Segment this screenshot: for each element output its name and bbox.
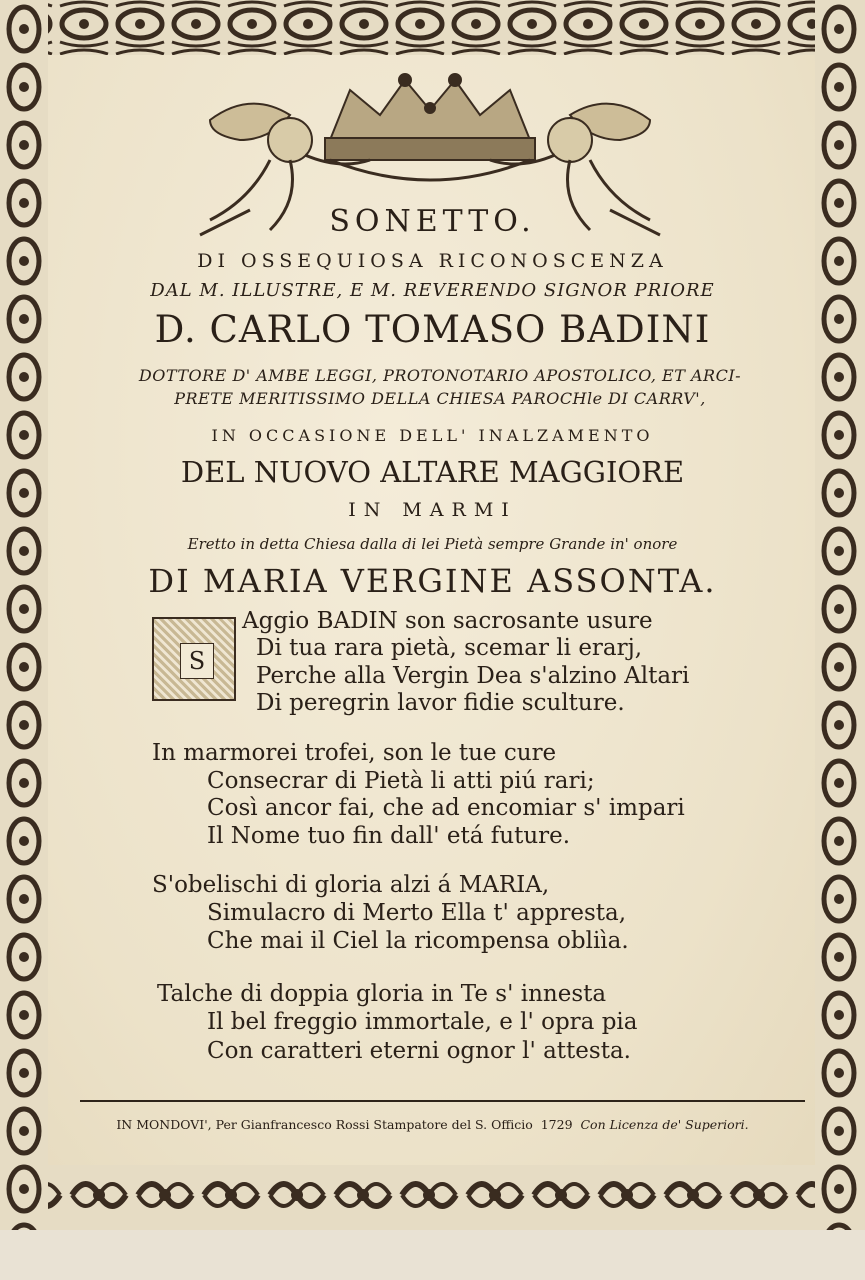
verse-line: In marmorei trofei, son le tue cure [152, 740, 557, 766]
altar-heading: DEL NUOVO ALTARE MAGGIORE [180, 455, 685, 489]
imprint-license: Con Licenza de' Superiori. [580, 1117, 749, 1132]
table-surface [0, 1230, 865, 1280]
verse-line: Che mai il Ciel la ricompensa obliìa. [207, 928, 629, 954]
honoree-name: D. CARLO TOMASO BADINI [154, 308, 711, 351]
ornamental-border-top [0, 0, 865, 55]
verse-line: Aggio BADIN son sacrosante usure [242, 608, 653, 634]
decorated-initial [152, 617, 236, 701]
ornamental-border-bottom [0, 1165, 865, 1230]
verse-line: Di peregrin lavor fidie sculture. [256, 690, 625, 716]
subtitle-honorific: DAL M. ILLUSTRE, E M. REVERENDO SIGNOR PRIORE [150, 280, 715, 301]
ornamental-border-right [815, 0, 865, 1230]
imprint-text: IN MONDOVI', Per Gianfrancesco Rossi Stampatore del S. Officio [116, 1117, 533, 1132]
verse-line: Con caratteri eterni ognor l' attesta. [207, 1038, 631, 1064]
ornamental-border-left [0, 0, 48, 1230]
initial-letter: S [180, 643, 214, 679]
verse-line: Il Nome tuo fin dall' etá future. [207, 823, 571, 849]
verse-line: Talche di doppia gloria in Te s' innesta [157, 981, 607, 1007]
footer-rule [80, 1100, 805, 1102]
verse-line: Di tua rara pietà, scemar li erarj, [256, 635, 643, 661]
verse-line: Perche alla Vergin Dea s'alzino Altari [256, 663, 690, 689]
verse-line: Il bel freggio immortale, e l' opra pia [207, 1009, 638, 1035]
printer-imprint [0, 1117, 865, 1132]
subtitle-dedication: DI OSSEQUIOSA RICONOSCENZA [197, 250, 668, 272]
verse-line: Simulacro di Merto Ella t' appresta, [207, 900, 627, 926]
document-title: SONETTO. [329, 204, 536, 239]
marble-line: IN MARMI [348, 499, 517, 521]
erected-line: Eretto in detta Chiesa dalla di lei Pietà sempre Grande in' onore [187, 535, 678, 553]
occasion-line: IN OCCASIONE DELL' INALZAMENTO [211, 426, 654, 445]
honoree-description-line-2: PRETE MERITISSIMO DELLA CHIESA PAROCHle DI CARRV', [174, 389, 706, 408]
verse-line: Così ancor fai, che ad encomiar s' impari [207, 795, 685, 821]
dedication-heading: DI MARIA VERGINE ASSONTA. [148, 562, 717, 600]
verse-line: Consecrar di Pietà li atti piú rari; [207, 768, 595, 794]
honoree-description-line-1: DOTTORE D' AMBE LEGGI, PROTONOTARIO APOSTOLICO, ET ARCI- [138, 366, 742, 385]
imprint-year: 1729 [540, 1117, 573, 1132]
verse-line: S'obelischi di gloria alzi á MARIA, [152, 872, 550, 898]
